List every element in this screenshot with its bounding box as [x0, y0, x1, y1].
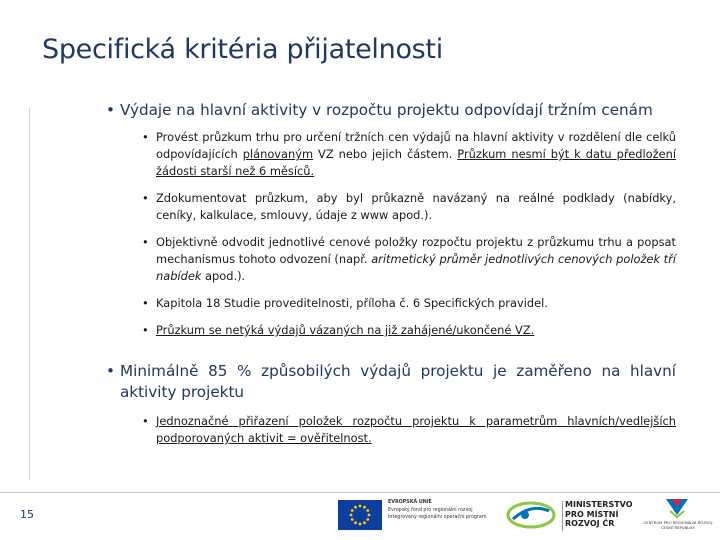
text-part: Provést průzkum trhu pro určení tržních cen výdajů na hlavní aktivity v rozdělení dle celků odpovídajících — [156, 130, 676, 161]
bullet-main-2: • Minimálně 85 % způsobilých výdajů projektu je zaměřeno na hlavní aktivity projektu — [104, 361, 676, 403]
sub-bullet-exclusion — [142, 322, 676, 339]
eu-logo-text — [388, 499, 498, 522]
ministry-line: PRO MÍSTNÍ — [565, 509, 619, 519]
ministry-logo-text — [565, 500, 633, 529]
underlined-exclusion: Průzkum se netýká výdajů vázaných na již zahájené/ukončené VZ. — [156, 323, 535, 337]
eu-line: Integrovaný regionální operační program — [388, 515, 487, 520]
text-part: apod.). — [201, 269, 246, 283]
underlined-survey-age: Průzkum nesmí být k datu předložení žádosti starší než 6 měsíců. — [156, 147, 677, 178]
eu-line: Evropský fond pro regionální rozvoj — [388, 507, 473, 513]
slide-content — [104, 100, 676, 447]
slide-title: Specifická kritéria přijatelnosti — [42, 34, 443, 65]
italic-example: aritmetický průměr jednotlivých cenových položek tří nabídek — [156, 252, 676, 283]
ministry-line: ROZVOJ ČR — [565, 519, 615, 528]
left-divider — [29, 108, 30, 480]
ministry-line: MINISTERSTVO — [565, 500, 633, 509]
sub-bullet-document-survey: • Zdokumentovat průzkum, aby byl průkazně navázaný na reálné podklady (nabídky, ceníky, kalkulace, smlouvy, údaje z www apod.). — [142, 190, 676, 224]
sub-bullet-chapter: • Kapitola 18 Studie proveditelnosti, příloha č. 6 Specifických pravidel. — [142, 295, 676, 312]
bullet-main-1: • Výdaje na hlavní aktivity v rozpočtu projektu odpovídají tržním cenám — [104, 100, 676, 121]
text-part: VZ nebo jejich částem. — [313, 147, 458, 161]
page-number: 15 — [20, 508, 34, 521]
ministry-separator — [562, 501, 563, 531]
eu-line: EVROPSKÁ UNIE — [388, 500, 432, 505]
underlined-assignment: Jednoznačné přiřazení položek rozpočtu projektu k parametrům hlavních/vedlejších podporovaných aktivit = ověřitelnost. — [156, 414, 676, 445]
crr-logo-text: CENTRUM PRO REGIONÁLNÍ ROZVOJ ČESKÉ REPUBLIKY — [643, 520, 713, 530]
text-part: Objektivně odvodit jednotlivé cenové položky rozpočtu projektu z průzkumu trhu a popsat mechanismus tohoto odvození (např. — [156, 235, 676, 266]
sub-bullet-assignment — [142, 413, 676, 447]
irop-logo-icon — [505, 499, 557, 531]
eu-flag-icon — [338, 500, 382, 530]
sub-bullet-market-survey — [142, 129, 676, 180]
underlined-planned: plánovaným — [242, 147, 314, 161]
sub-bullet-derive-prices — [142, 234, 676, 285]
footer-divider — [0, 492, 720, 493]
